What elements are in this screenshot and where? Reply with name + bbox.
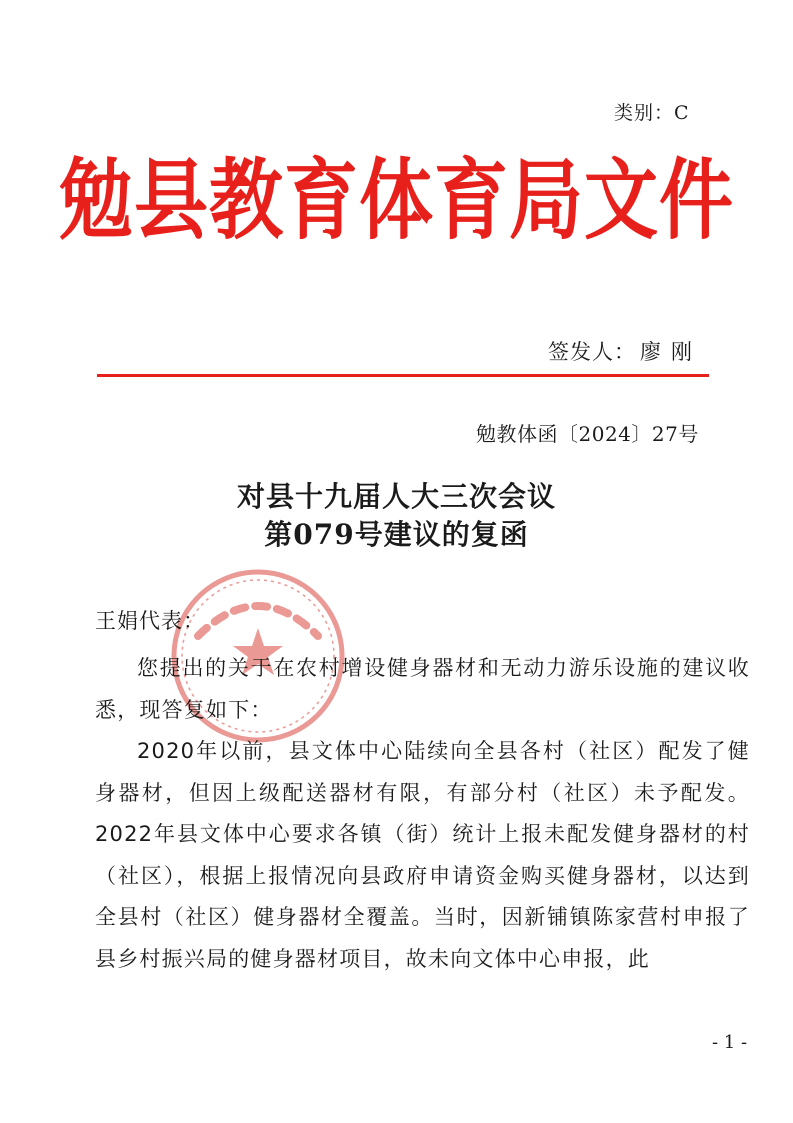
red-divider-line [97,374,709,377]
title-line-1: 对县十九届人大三次会议 [236,480,556,513]
document-title [0,478,793,554]
signer-label: 签发人： [548,340,636,364]
letter-body [95,648,750,980]
document-category: 类别：C [614,102,690,124]
page-number: - 1 - [712,1032,748,1053]
title-line-2: 第079号建议的复函 [264,518,529,551]
body-paragraph: 2020年以前，县文体中心陆续向全县各村（社区）配发了健身器材，但因上级配送器材有限，有部分村（社区）未予配发。2022年县文体中心要求各镇（街）统计上报未配发健身器材的村（社区），根据上报情况向县政府申请资金购买健身器材，以达到全县村（社区）健身器材全覆盖。当时，因新铺镇陈家营村申报了县乡村振兴局的健身器材项目，故未向文体中心申报，此 [95,739,750,971]
document-number: 勉教体函〔2024〕27号 [476,422,699,446]
signer-name: 廖刚 [640,340,702,364]
signer-line [548,336,702,366]
salutation: 王娟代表： [95,609,205,633]
issuing-authority-header: 勉县教育体育局文件 [59,150,734,252]
body-paragraph: 您提出的关于在农村增设健身器材和无动力游乐设施的建议收悉，现答复如下： [95,656,750,722]
